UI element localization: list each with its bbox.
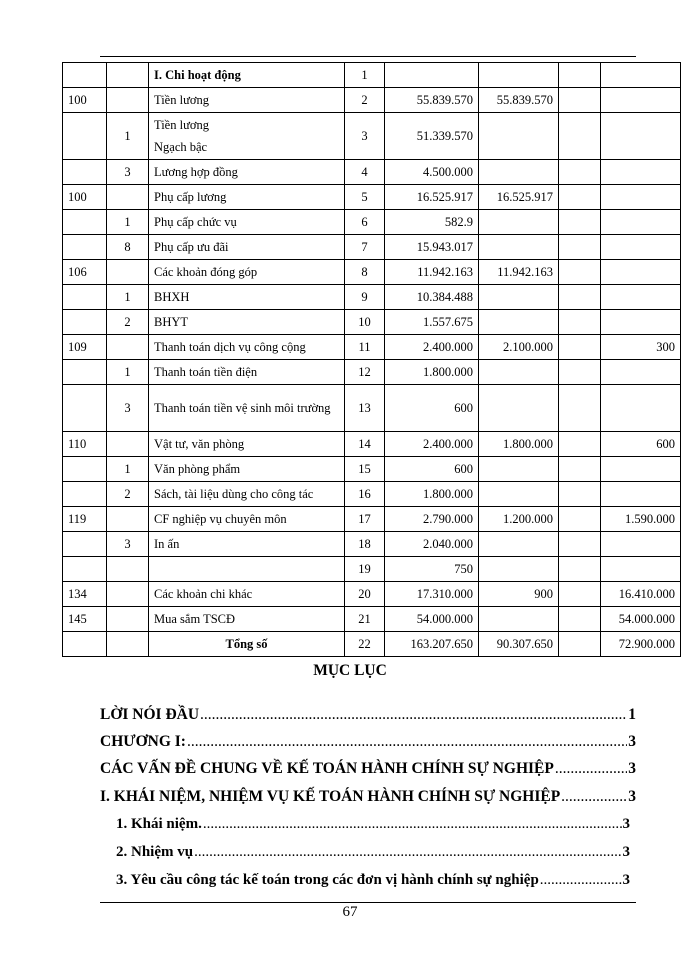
cell-no: 10	[345, 310, 385, 335]
cell-v2	[559, 532, 601, 557]
toc-entry-page: 3	[622, 872, 630, 888]
cell-code	[63, 210, 107, 235]
cell-sub	[107, 88, 149, 113]
cell-total: 600	[385, 385, 479, 432]
cell-name: Văn phòng phẩm	[149, 457, 345, 482]
table-row	[63, 235, 681, 260]
cell-no: 21	[345, 607, 385, 632]
cell-v2	[559, 432, 601, 457]
cell-name: Vật tư, văn phòng	[149, 432, 345, 457]
cell-no: 6	[345, 210, 385, 235]
cell-sub	[107, 557, 149, 582]
cell-total: 2.400.000	[385, 335, 479, 360]
toc-title: MỤC LỤC	[313, 662, 387, 679]
cell-total: 11.942.163	[385, 260, 479, 285]
cell-name: Tiền lương	[149, 88, 345, 113]
cell-v2	[559, 310, 601, 335]
cell-v2	[559, 235, 601, 260]
cell-v3: 54.000.000	[601, 607, 681, 632]
cell-name: Tổng số	[149, 632, 345, 657]
budget-table	[62, 62, 681, 657]
toc-entry-label: LỜI NÓI ĐẦU	[100, 706, 200, 723]
cell-v3	[601, 210, 681, 235]
cell-v1	[479, 557, 559, 582]
toc-leader-dots	[555, 760, 627, 778]
page-number: 67	[342, 904, 358, 920]
table-row	[63, 532, 681, 557]
cell-no: 15	[345, 457, 385, 482]
table-row	[63, 457, 681, 482]
cell-sub: 1	[107, 360, 149, 385]
cell-total: 17.310.000	[385, 582, 479, 607]
cell-total: 600	[385, 457, 479, 482]
cell-sub: 3	[107, 532, 149, 557]
cell-code	[63, 557, 107, 582]
cell-v1: 2.100.000	[479, 335, 559, 360]
cell-v3	[601, 235, 681, 260]
cell-v3	[601, 113, 681, 160]
cell-name: Phụ cấp chức vụ	[149, 210, 345, 235]
cell-no: 5	[345, 185, 385, 210]
cell-name: Tiền lương Ngạch bậc	[149, 113, 345, 160]
cell-sub	[107, 507, 149, 532]
cell-v2	[559, 210, 601, 235]
cell-v2	[559, 607, 601, 632]
cell-total: 51.339.570	[385, 113, 479, 160]
cell-v3	[601, 185, 681, 210]
cell-total: 2.790.000	[385, 507, 479, 532]
toc-entry[interactable]	[100, 706, 636, 724]
cell-v3	[601, 160, 681, 185]
cell-sub: 3	[107, 385, 149, 432]
cell-no: 7	[345, 235, 385, 260]
table-row	[63, 185, 681, 210]
toc-entry-label: I. KHÁI NIỆM, NHIỆM VỤ KẾ TOÁN HÀNH CHÍNH SỰ NGHIỆP	[100, 788, 561, 805]
cell-code	[63, 482, 107, 507]
cell-v3: 300	[601, 335, 681, 360]
cell-sub	[107, 582, 149, 607]
cell-sub	[107, 63, 149, 88]
cell-code: 119	[63, 507, 107, 532]
cell-name: Mua sắm TSCĐ	[149, 607, 345, 632]
cell-no: 12	[345, 360, 385, 385]
cell-sub	[107, 185, 149, 210]
toc-entry-label: 1. Khái niệm.	[116, 816, 202, 832]
footer-rule	[100, 902, 636, 903]
cell-no: 13	[345, 385, 385, 432]
cell-v3	[601, 557, 681, 582]
cell-sub	[107, 632, 149, 657]
cell-v3: 16.410.000	[601, 582, 681, 607]
header-rule	[100, 56, 636, 57]
cell-v1	[479, 360, 559, 385]
cell-code	[63, 632, 107, 657]
table-row	[63, 432, 681, 457]
toc-entry-page: 3	[628, 733, 636, 750]
cell-v2	[559, 360, 601, 385]
cell-v2	[559, 457, 601, 482]
toc-entry-page: 3	[628, 760, 636, 777]
cell-v3: 1.590.000	[601, 507, 681, 532]
cell-no: 18	[345, 532, 385, 557]
cell-code: 106	[63, 260, 107, 285]
cell-no: 22	[345, 632, 385, 657]
cell-total: 2.400.000	[385, 432, 479, 457]
cell-name: Các khoản chi khác	[149, 582, 345, 607]
cell-v2	[559, 160, 601, 185]
cell-name: Các khoản đóng góp	[149, 260, 345, 285]
cell-code	[63, 457, 107, 482]
table-row	[63, 88, 681, 113]
cell-no: 4	[345, 160, 385, 185]
cell-total: 1.800.000	[385, 482, 479, 507]
cell-v1	[479, 235, 559, 260]
cell-code: 100	[63, 88, 107, 113]
cell-v1: 11.942.163	[479, 260, 559, 285]
cell-total: 55.839.570	[385, 88, 479, 113]
table-row	[63, 360, 681, 385]
cell-code: 145	[63, 607, 107, 632]
cell-no: 3	[345, 113, 385, 160]
cell-v1: 900	[479, 582, 559, 607]
cell-name: Sách, tài liệu dùng cho công tác	[149, 482, 345, 507]
cell-total: 750	[385, 557, 479, 582]
cell-total	[385, 63, 479, 88]
table-row	[63, 385, 681, 432]
cell-v1: 55.839.570	[479, 88, 559, 113]
cell-total: 10.384.488	[385, 285, 479, 310]
cell-name: Thanh toán tiền điện	[149, 360, 345, 385]
cell-no: 2	[345, 88, 385, 113]
cell-v2	[559, 285, 601, 310]
cell-v2	[559, 335, 601, 360]
cell-v1: 90.307.650	[479, 632, 559, 657]
toc-entry[interactable]	[116, 844, 630, 861]
cell-v3	[601, 457, 681, 482]
table-row	[63, 160, 681, 185]
cell-v2	[559, 113, 601, 160]
table-row	[63, 582, 681, 607]
cell-v1: 1.200.000	[479, 507, 559, 532]
cell-name: BHYT	[149, 310, 345, 335]
cell-sub: 1	[107, 285, 149, 310]
table-row	[63, 482, 681, 507]
cell-v1	[479, 385, 559, 432]
toc-entry-label: CHƯƠNG I:	[100, 733, 186, 750]
cell-v2	[559, 260, 601, 285]
toc-entry[interactable]	[100, 760, 636, 778]
cell-sub: 8	[107, 235, 149, 260]
cell-v3	[601, 260, 681, 285]
cell-no: 8	[345, 260, 385, 285]
cell-v1: 16.525.917	[479, 185, 559, 210]
cell-name: BHXH	[149, 285, 345, 310]
cell-v3	[601, 310, 681, 335]
cell-v2	[559, 632, 601, 657]
cell-v1	[479, 482, 559, 507]
toc-leader-dots	[561, 788, 627, 806]
cell-name: Phụ cấp lương	[149, 185, 345, 210]
cell-total: 16.525.917	[385, 185, 479, 210]
cell-code	[63, 532, 107, 557]
cell-total: 54.000.000	[385, 607, 479, 632]
cell-no: 9	[345, 285, 385, 310]
toc-entry[interactable]	[100, 733, 636, 751]
cell-v3	[601, 285, 681, 310]
toc-leader-dots	[194, 844, 621, 861]
cell-v2	[559, 582, 601, 607]
cell-v1	[479, 210, 559, 235]
cell-no: 19	[345, 557, 385, 582]
cell-name: CF nghiệp vụ chuyên môn	[149, 507, 345, 532]
cell-v3	[601, 482, 681, 507]
table-row	[63, 260, 681, 285]
toc-entry-label: 2. Nhiệm vụ	[116, 844, 194, 860]
cell-no: 14	[345, 432, 385, 457]
cell-sub	[107, 335, 149, 360]
table-row	[63, 63, 681, 88]
cell-code	[63, 160, 107, 185]
cell-total: 15.943.017	[385, 235, 479, 260]
table-row	[63, 607, 681, 632]
cell-sub: 1	[107, 457, 149, 482]
table-row	[63, 632, 681, 657]
cell-sub: 2	[107, 310, 149, 335]
cell-v1	[479, 285, 559, 310]
cell-total: 582.9	[385, 210, 479, 235]
cell-total: 163.207.650	[385, 632, 479, 657]
toc-entry-page: 3	[622, 816, 630, 832]
cell-v2	[559, 385, 601, 432]
cell-sub: 1	[107, 113, 149, 160]
cell-v2	[559, 482, 601, 507]
table-row	[63, 310, 681, 335]
cell-v2	[559, 507, 601, 532]
cell-sub: 2	[107, 482, 149, 507]
cell-name: Thanh toán tiền vệ sinh môi trường	[149, 385, 345, 432]
cell-v2	[559, 557, 601, 582]
cell-v1	[479, 160, 559, 185]
cell-name: Thanh toán dịch vụ công cộng	[149, 335, 345, 360]
cell-code	[63, 113, 107, 160]
cell-v1	[479, 310, 559, 335]
cell-code: 134	[63, 582, 107, 607]
cell-no: 1	[345, 63, 385, 88]
cell-sub: 3	[107, 160, 149, 185]
cell-v3	[601, 88, 681, 113]
cell-v3	[601, 532, 681, 557]
cell-no: 16	[345, 482, 385, 507]
cell-code	[63, 285, 107, 310]
cell-code: 100	[63, 185, 107, 210]
toc-entry[interactable]	[100, 788, 636, 806]
cell-v3	[601, 385, 681, 432]
cell-sub	[107, 432, 149, 457]
toc-entry-label: CÁC VẤN ĐỀ CHUNG VỀ KẾ TOÁN HÀNH CHÍNH SỰ NGHIỆP	[100, 760, 554, 777]
cell-v1	[479, 457, 559, 482]
cell-code	[63, 310, 107, 335]
toc-leader-dots	[540, 872, 622, 889]
cell-no: 11	[345, 335, 385, 360]
toc-entry-page: 3	[622, 844, 630, 860]
toc-leader-dots	[203, 816, 622, 833]
cell-sub	[107, 260, 149, 285]
cell-v1	[479, 607, 559, 632]
cell-total: 4.500.000	[385, 160, 479, 185]
cell-name: I. Chi hoạt động	[149, 63, 345, 88]
cell-sub: 1	[107, 210, 149, 235]
cell-code	[63, 63, 107, 88]
table-row	[63, 285, 681, 310]
table-row	[63, 210, 681, 235]
cell-v1: 1.800.000	[479, 432, 559, 457]
cell-v3	[601, 63, 681, 88]
cell-no: 17	[345, 507, 385, 532]
cell-code	[63, 385, 107, 432]
cell-name: Phụ cấp ưu đãi	[149, 235, 345, 260]
toc-entry-page: 1	[628, 706, 636, 723]
cell-code: 110	[63, 432, 107, 457]
table-row	[63, 113, 681, 160]
cell-code	[63, 235, 107, 260]
cell-total: 1.557.675	[385, 310, 479, 335]
cell-v2	[559, 185, 601, 210]
table-row	[63, 335, 681, 360]
cell-v3: 600	[601, 432, 681, 457]
cell-name: Lương hợp đồng	[149, 160, 345, 185]
cell-v2	[559, 88, 601, 113]
toc-leader-dots	[200, 706, 627, 724]
cell-v1	[479, 532, 559, 557]
cell-v1	[479, 63, 559, 88]
cell-name: In ấn	[149, 532, 345, 557]
toc-entry[interactable]	[116, 872, 630, 889]
cell-total: 1.800.000	[385, 360, 479, 385]
cell-no: 20	[345, 582, 385, 607]
cell-v1	[479, 113, 559, 160]
cell-name	[149, 557, 345, 582]
cell-code	[63, 360, 107, 385]
cell-sub	[107, 607, 149, 632]
cell-v2	[559, 63, 601, 88]
toc-entry[interactable]	[116, 816, 630, 833]
table-row	[63, 507, 681, 532]
cell-code: 109	[63, 335, 107, 360]
toc-entry-page: 3	[628, 788, 636, 805]
table-row	[63, 557, 681, 582]
cell-v3	[601, 360, 681, 385]
toc-entry-label: 3. Yêu cầu công tác kế toán trong các đơn vị hành chính sự nghiệp	[116, 872, 539, 888]
cell-total: 2.040.000	[385, 532, 479, 557]
cell-v3: 72.900.000	[601, 632, 681, 657]
toc-leader-dots	[187, 733, 627, 751]
